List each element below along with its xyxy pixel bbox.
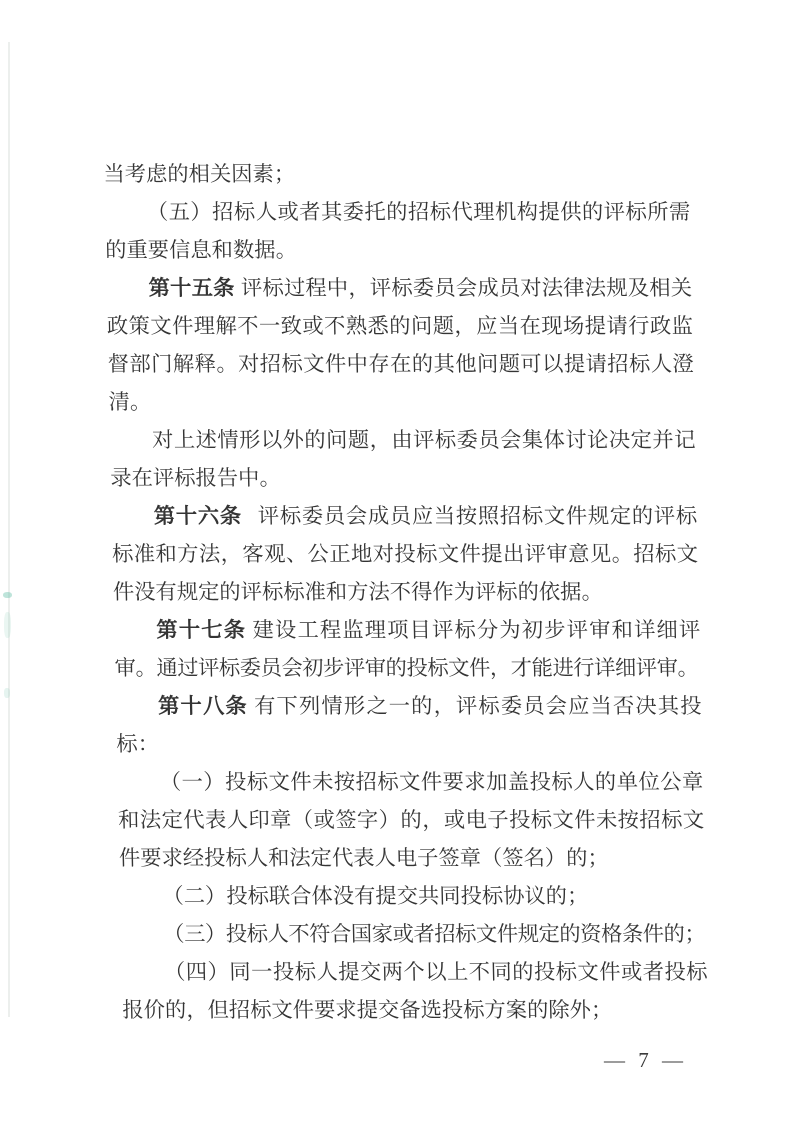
article-number: 第十八条 <box>157 694 249 718</box>
paragraph-text: 有下列情形之一的，评标委员会应当否决其投标： <box>116 694 702 756</box>
clause-item-three <box>120 915 707 953</box>
scan-artifact-smudge <box>3 592 12 598</box>
paragraph-continuation <box>103 155 690 193</box>
paragraph-text: 建设工程监理项目评标分为初步评审和详细评审。通过评标委员会初步评审的投标文件，才能进行详细评审。 <box>114 618 701 680</box>
paragraph-text: （四）同一投标人提交两个以上不同的投标文件或者投标报价的，但招标文件要求提交备选投标方案的除外； <box>122 960 708 1022</box>
article-15-paragraph-2 <box>109 421 697 497</box>
paragraph-text: （一）投标文件未按招标文件要求加盖投标人的单位公章和法定代表人印章（或签字）的，或电子投标文件未按招标文件要求经投标人和法定代表人电子签章（签名）的； <box>117 770 705 870</box>
scan-artifact-line <box>8 42 10 1017</box>
paragraph-text: （二）投标联合体没有提交共同投标协议的； <box>162 884 589 908</box>
paragraph-text: （五）招标人或者其委托的招标代理机构提供的评标所需的重要信息和数据。 <box>104 200 691 262</box>
article-number: 第十六条 <box>153 504 243 528</box>
paragraph-text: 当考虑的相关因素； <box>103 162 296 186</box>
paragraph-text: 评标过程中，评标委员会成员对法律法规及相关政策文件理解不一致或不熟悉的问题，应当在现场提请行政监督部门解释。对招标文件中存在的其他问题可以提请招标人澄清。 <box>106 276 695 414</box>
clause-item-two <box>119 877 706 915</box>
paragraph-text: 对上述情形以外的问题，由评标委员会集体讨论决定并记录在评标报告中。 <box>110 428 696 490</box>
article-17 <box>113 611 701 687</box>
clause-item-five <box>104 193 692 269</box>
article-number: 第十五条 <box>148 276 235 300</box>
document-text-block <box>103 155 709 1029</box>
scan-artifact-smudge <box>4 688 10 698</box>
clause-item-four <box>121 953 709 1029</box>
article-15 <box>106 269 695 421</box>
article-16 <box>111 497 700 611</box>
paragraph-text: 评标委员会成员应当按照招标文件规定的评标标准和方法，客观、公正地对投标文件提出评审意见。招标文件没有规定的评标标准和方法不得作为评标的依据。 <box>111 504 699 604</box>
paragraph-text: （三）投标人不符合国家或者招标文件规定的资格条件的； <box>162 922 706 946</box>
clause-item-one <box>117 763 706 877</box>
article-18 <box>115 687 703 763</box>
scan-artifact-smudge <box>4 612 11 638</box>
article-number: 第十七条 <box>156 618 247 642</box>
page-number: — 7 — <box>604 1048 687 1072</box>
